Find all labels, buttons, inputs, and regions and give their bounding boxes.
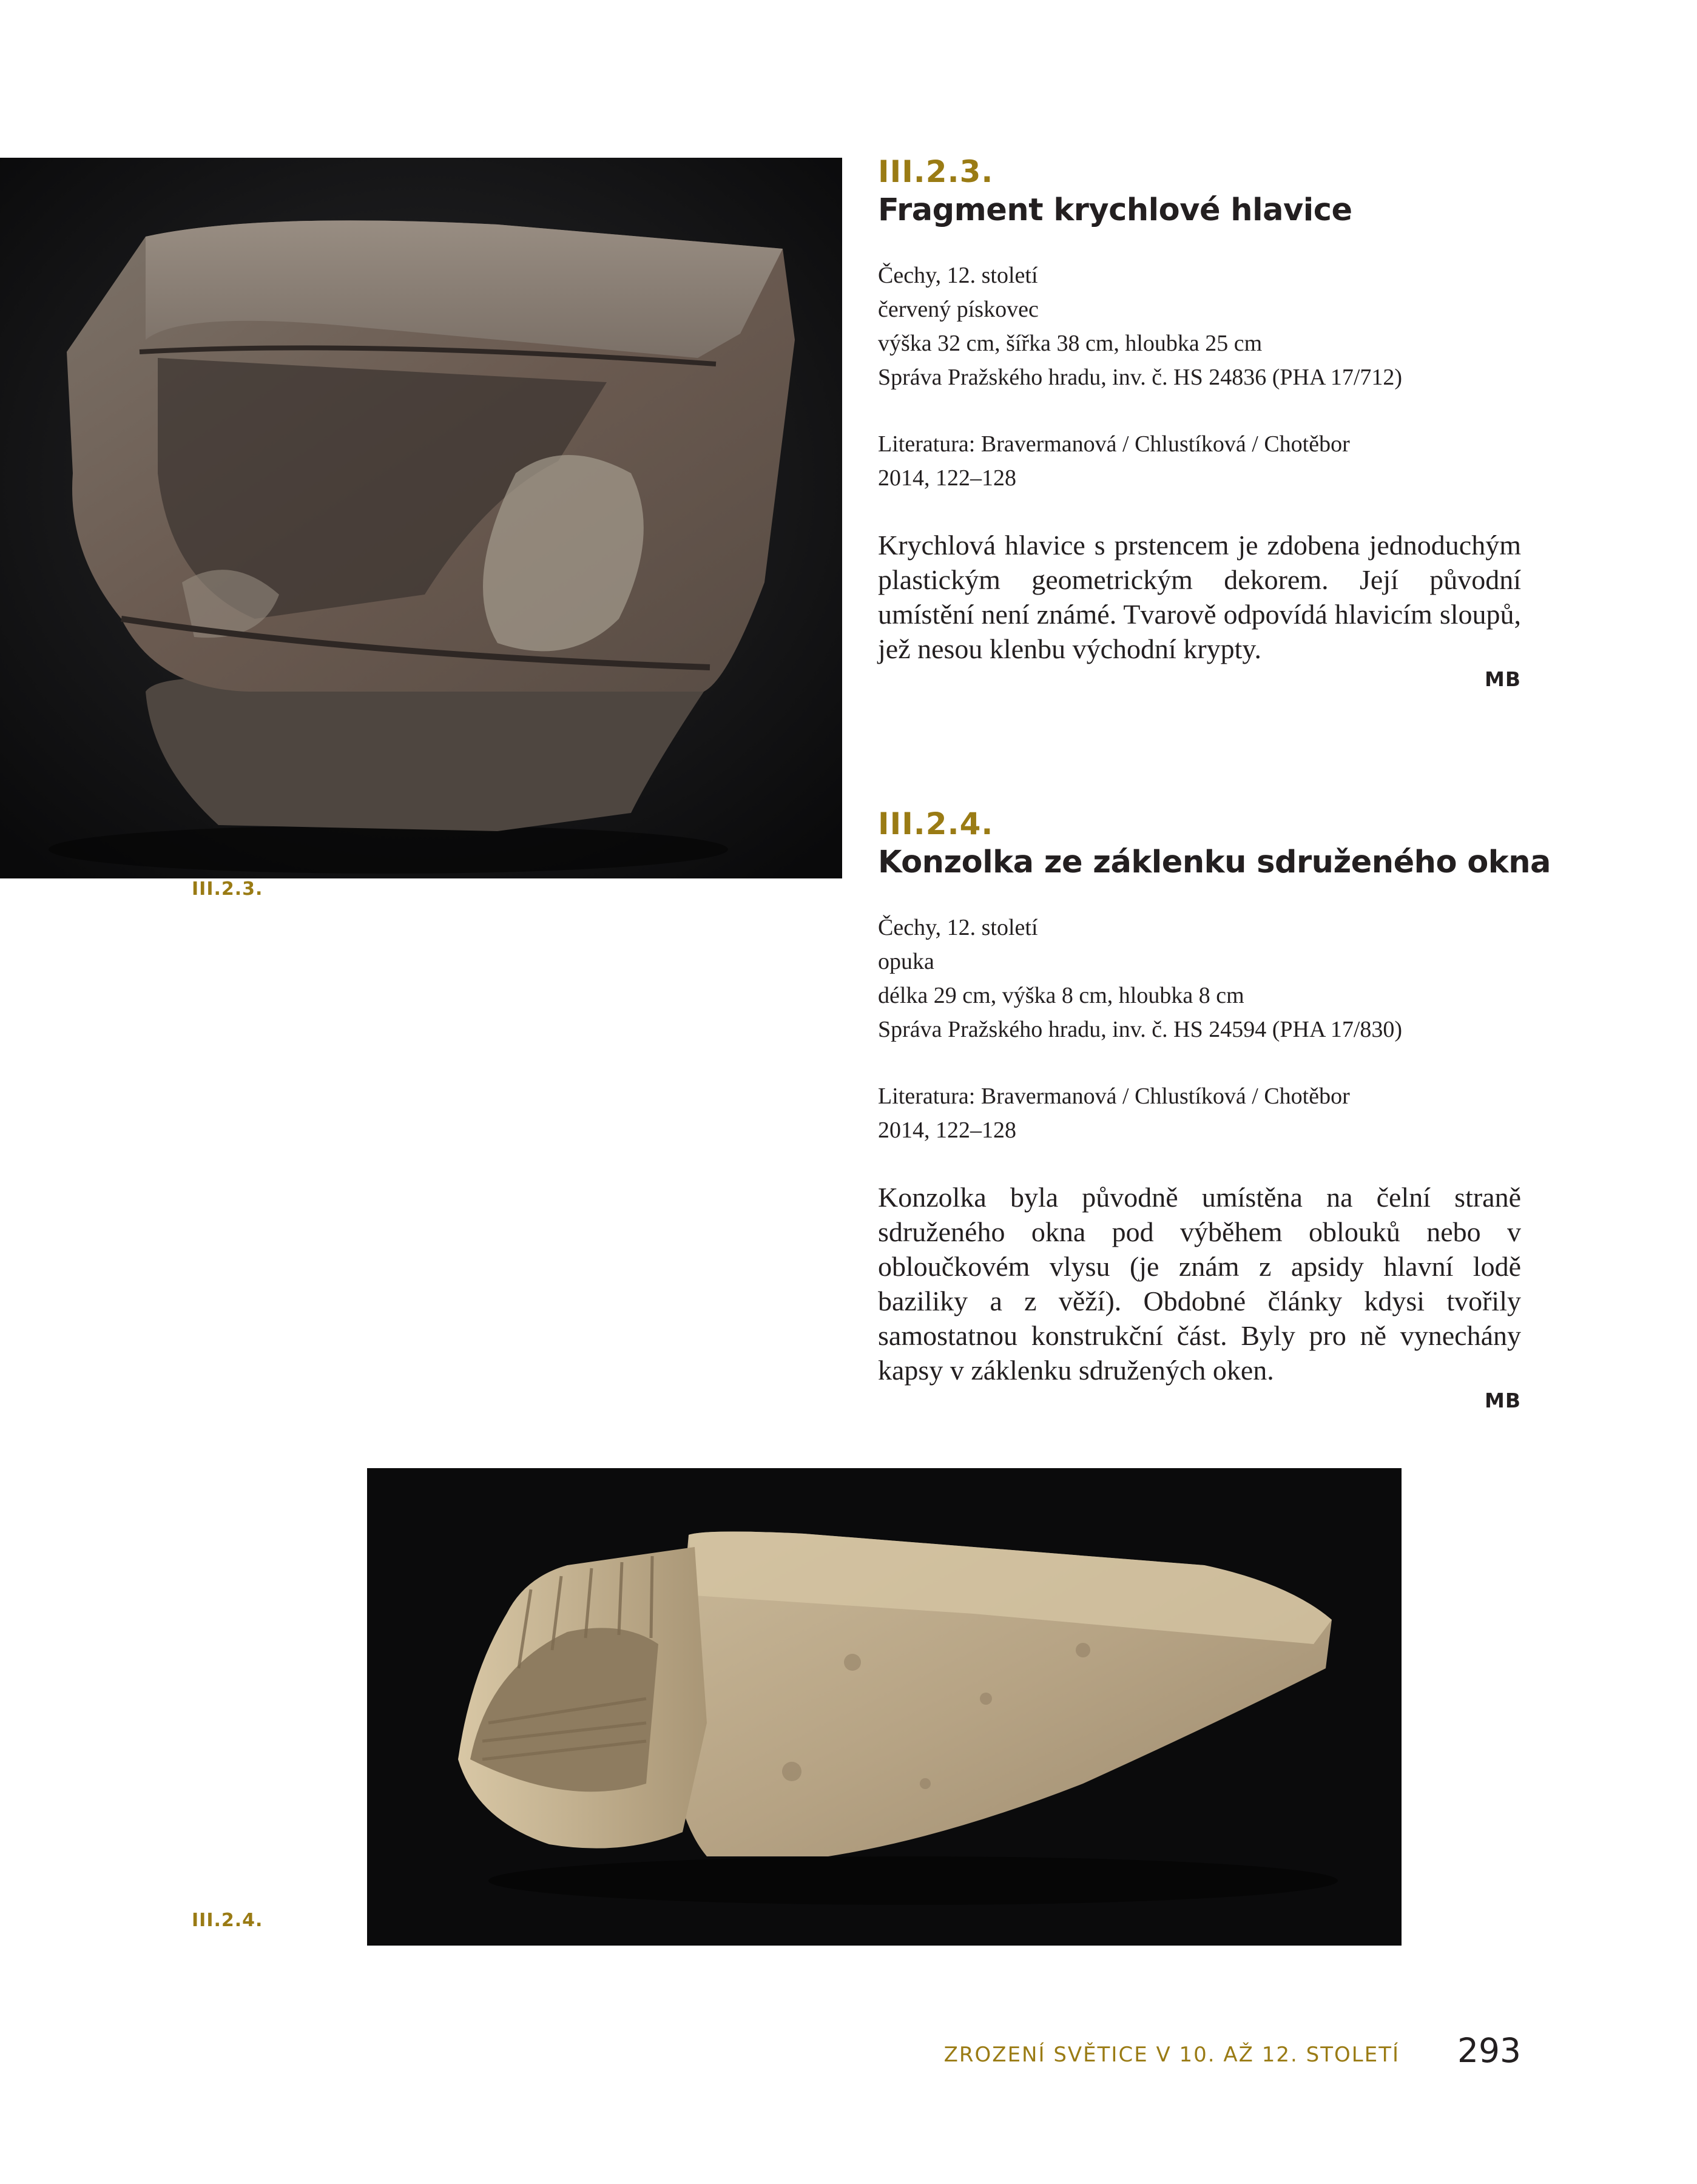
entry-author: MB — [1485, 1389, 1521, 1412]
meta-origin: Čechy, 12. století — [878, 263, 1038, 288]
meta-dimensions: výška 32 cm, šířka 38 cm, hloubka 25 cm — [878, 331, 1263, 356]
catalog-entry-III-2-3 — [878, 153, 1521, 693]
meta-material: opuka — [878, 949, 934, 974]
figure-caption-2: III.2.4. — [192, 1910, 263, 1931]
entry-description: Konzolka byla původně umístěna na čelní straně sdruženého okna pod výběhem oblouků nebo v obloučkovém vlysu (je znám z apsidy hlavní lodě baziliky a z věží). Obdobné články kdysi tvořily samostatnou konstrukční část. Byly pro ně vynechány kapsy v záklenku sdružených oken. — [878, 1182, 1521, 1386]
entry-author: MB — [1485, 667, 1521, 691]
figure-caption-1: III.2.3. — [192, 878, 263, 900]
meta-collection: Správa Pražského hradu, inv. č. HS 24594 (PHA 17/830) — [878, 1017, 1403, 1042]
running-title: ZROZENÍ SVĚTICE V 10. AŽ 12. STOLETÍ — [943, 2043, 1400, 2067]
meta-material: červený pískovec — [878, 297, 1039, 322]
photo-cubic-capital — [0, 158, 842, 878]
literature-line: Literatura: Bravermanová / Chlustíková / Chotěbor — [878, 431, 1350, 457]
page-number: 293 — [1457, 2031, 1521, 2070]
catalog-entry-III-2-4 — [878, 805, 1551, 1414]
entry-title: Konzolka ze záklenku sdruženého okna — [878, 844, 1551, 880]
meta-origin: Čechy, 12. století — [878, 915, 1038, 940]
entry-meta — [878, 258, 1521, 394]
literature-line: 2014, 122–128 — [878, 1117, 1016, 1143]
entry-title: Fragment krychlové hlavice — [878, 192, 1352, 228]
entry-literature — [878, 427, 1521, 495]
entry-meta — [878, 911, 1521, 1046]
photo-window-console — [367, 1468, 1402, 1946]
entry-description: Krychlová hlavice s prstencem je zdobena jednoduchým plastickým geometrickým dekorem. Její původní umístění není známé. Tvarově odpovídá hlavicím sloupů, jež nesou klenbu východní krypty. — [878, 530, 1521, 664]
meta-collection: Správa Pražského hradu, inv. č. HS 24836 (PHA 17/712) — [878, 365, 1403, 390]
literature-line: 2014, 122–128 — [878, 465, 1016, 491]
entry-number: III.2.3. — [878, 154, 994, 189]
meta-dimensions: délka 29 cm, výška 8 cm, hloubka 8 cm — [878, 983, 1244, 1008]
entry-literature — [878, 1079, 1521, 1147]
entry-number: III.2.4. — [878, 806, 994, 841]
literature-line: Literatura: Bravermanová / Chlustíková / Chotěbor — [878, 1084, 1350, 1109]
